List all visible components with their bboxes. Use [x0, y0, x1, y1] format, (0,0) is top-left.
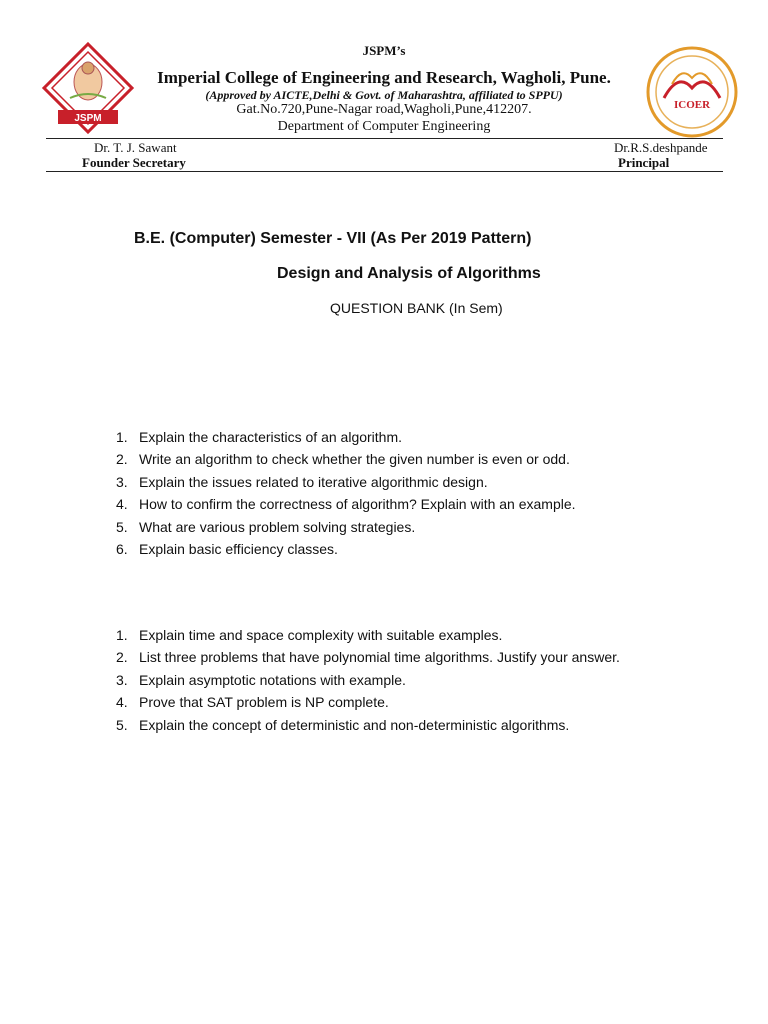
org-name: JSPM’s [362, 43, 406, 58]
question-item: 5. What are various problem solving strategies. [116, 518, 416, 535]
question-list-unit2 [104, 624, 684, 736]
jspm-logo-text: JSPM [74, 113, 102, 124]
question-item: 1. Explain time and space complexity with suitable examples. [116, 627, 503, 643]
subject-title: Design and Analysis of Algorithms [277, 265, 541, 282]
principal-name: Dr.R.S.deshpande [614, 140, 708, 155]
question-item: 2. List three problems that have polynomial time algorithms. Justify your answer. [116, 649, 620, 666]
question-item: 5. Explain the concept of deterministic and non-deterministic algorithms. [116, 716, 570, 733]
course-title: B.E. (Computer) Semester - VII (As Per 2019 Pattern) [134, 230, 532, 247]
question-item: 2. Write an algorithm to check whether the given number is even or odd. [116, 451, 570, 468]
founder-name: Dr. T. J. Sawant [94, 140, 177, 155]
question-item: 3. Explain the issues related to iterative algorithmic design. [116, 473, 488, 490]
question-item: 1. Explain the characteristics of an algorithm. [116, 429, 403, 445]
department-name: Department of Computer Engineering [277, 119, 491, 134]
principal-role: Principal [618, 155, 670, 170]
question-item: 6. Explain basic efficiency classes. [116, 541, 338, 558]
icoer-logo-text: ICOER [673, 99, 711, 111]
question-list-unit1 [104, 426, 684, 560]
address-line: Gat.No.720,Pune-Nagar road,Wagholi,Pune,412207. [236, 102, 532, 117]
question-item: 3. Explain asymptotic notations with example. [116, 671, 406, 688]
question-item: 4. Prove that SAT problem is NP complete. [116, 694, 389, 711]
question-bank-title: QUESTION BANK (In Sem) [330, 300, 503, 316]
header-divider-bottom [46, 171, 723, 172]
founder-role: Founder Secretary [82, 155, 186, 170]
college-name: Imperial College of Engineering and Research, Wagholi, Pune. [157, 68, 611, 87]
approval-line: (Approved by AICTE,Delhi & Govt. of Maharashtra, affiliated to SPPU) [205, 88, 563, 102]
header-divider-top [46, 138, 723, 139]
question-item: 4. How to confirm the correctness of algorithm? Explain with an example. [116, 496, 576, 513]
